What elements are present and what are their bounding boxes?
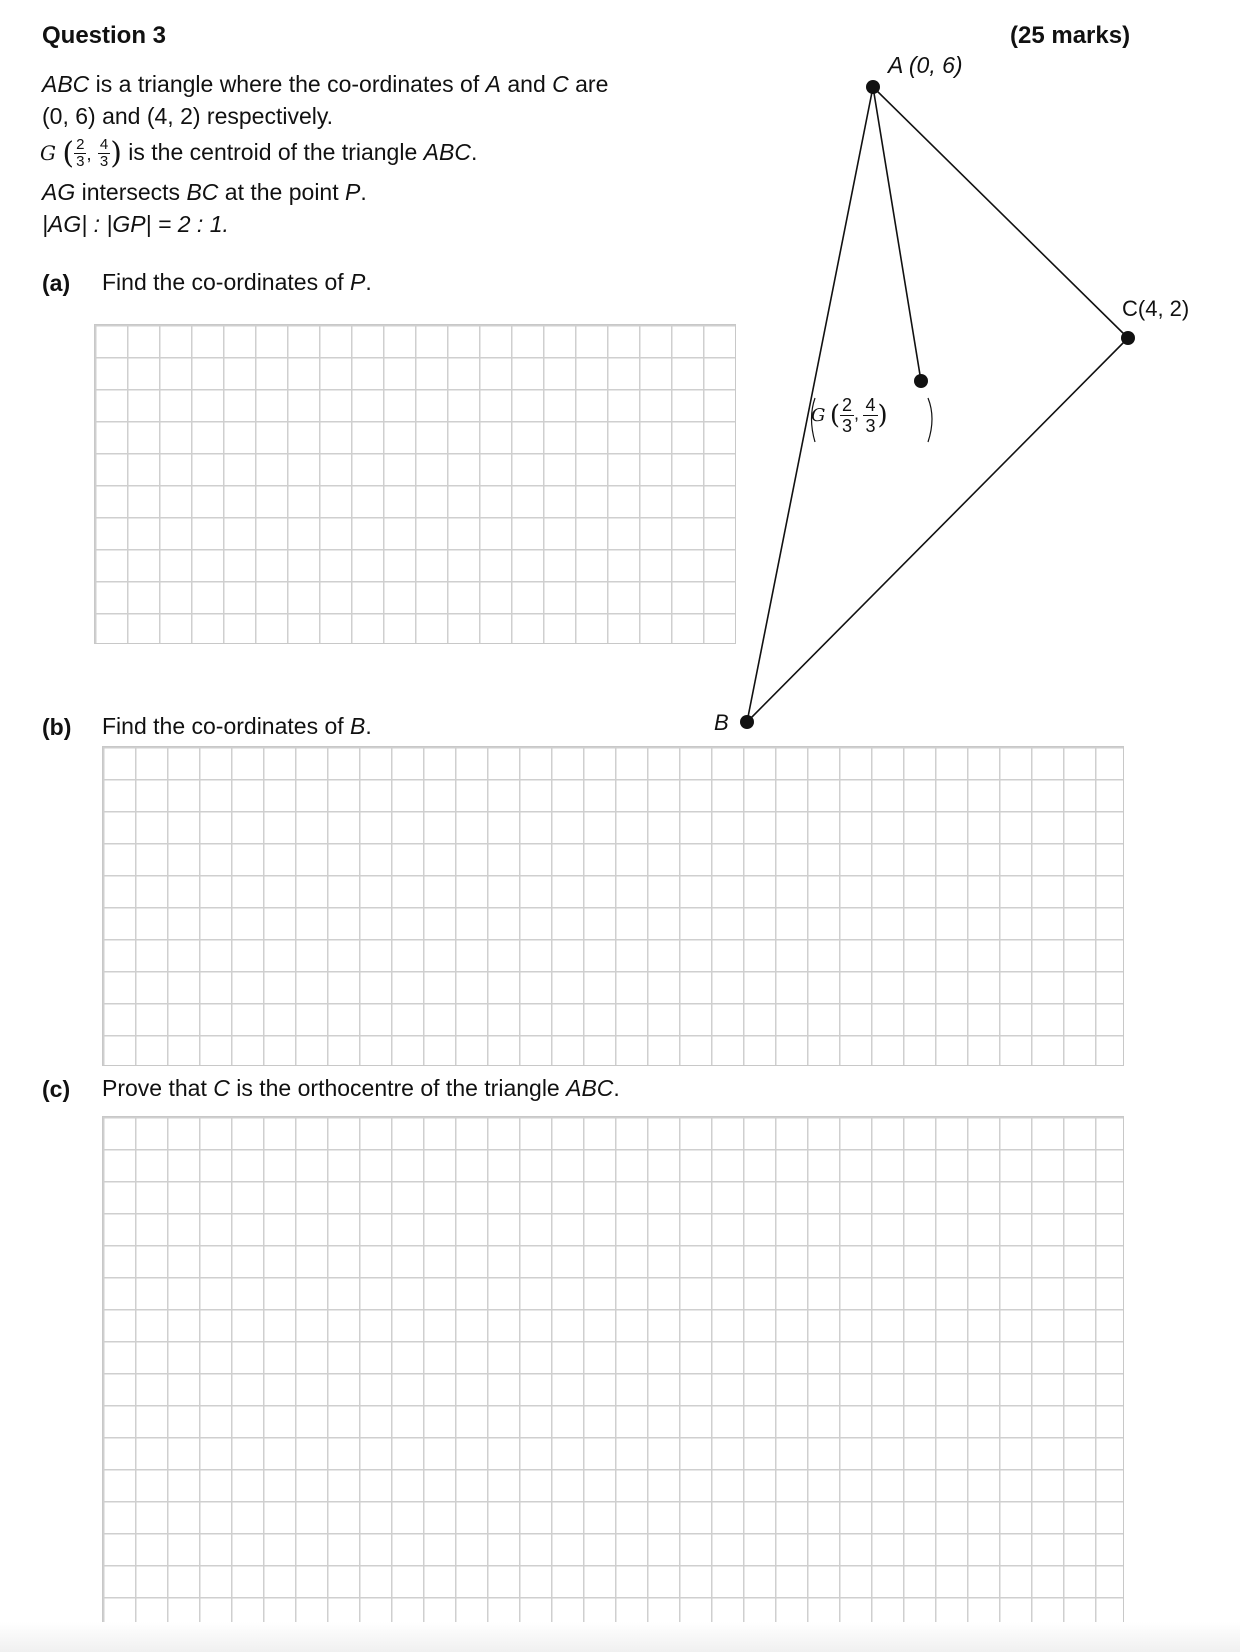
- centroid-y-fraction: $\frac{4}{3}$: [99, 136, 109, 171]
- label-g: G ( $\frac{2}{3}$ , $\frac{4}{3}$ ): [811, 395, 888, 436]
- intro-line-5-ratio: |AG| : |GP| = 2 : 1.: [42, 211, 229, 237]
- point-b: [740, 715, 754, 729]
- part-c-label: (c): [42, 1076, 71, 1102]
- part-a-label: (a): [42, 270, 71, 296]
- part-b-question: Find the co-ordinates of B.: [102, 713, 372, 739]
- centroid-x-fraction: $\frac{2}{3}$: [76, 136, 85, 171]
- label-a: A (0, 6): [888, 52, 963, 78]
- intro-line-1: ABC is a triangle where the co-ordinates of A and C are: [42, 71, 609, 97]
- g-label-right-bracket: [928, 398, 932, 442]
- intro-line-4: AG intersects BC at the point P.: [42, 179, 367, 205]
- triangle-name: ABC: [42, 71, 90, 97]
- centroid-symbol: G: [40, 141, 56, 165]
- part-a-question: Find the co-ordinates of P.: [102, 269, 372, 295]
- intro-line-3-centroid: G ( $\frac{2}{3}$ , $\frac{4}{3}$ ) is the centroid of the triangle ABC.: [40, 135, 478, 171]
- point-c: [1121, 331, 1135, 345]
- side-bc: [747, 338, 1128, 722]
- intro-line-2: (0, 6) and (4, 2) respectively.: [42, 103, 334, 129]
- point-a: [866, 80, 880, 94]
- side-ac: [873, 87, 1128, 338]
- page-bottom-shade: [0, 1622, 1240, 1652]
- median-ag: [873, 87, 921, 381]
- marks-label: (25 marks): [1010, 22, 1131, 49]
- part-b-label: (b): [42, 714, 72, 740]
- g-label-y: $\frac{4}{3}$: [865, 395, 876, 436]
- question-title: Question 3: [42, 22, 167, 49]
- label-b: B: [714, 710, 729, 735]
- label-c: C(4, 2): [1122, 296, 1190, 321]
- g-label-x: $\frac{2}{3}$: [842, 395, 853, 436]
- part-c-question: Prove that C is the orthocentre of the triangle ABC.: [102, 1075, 620, 1101]
- point-g: [914, 374, 928, 388]
